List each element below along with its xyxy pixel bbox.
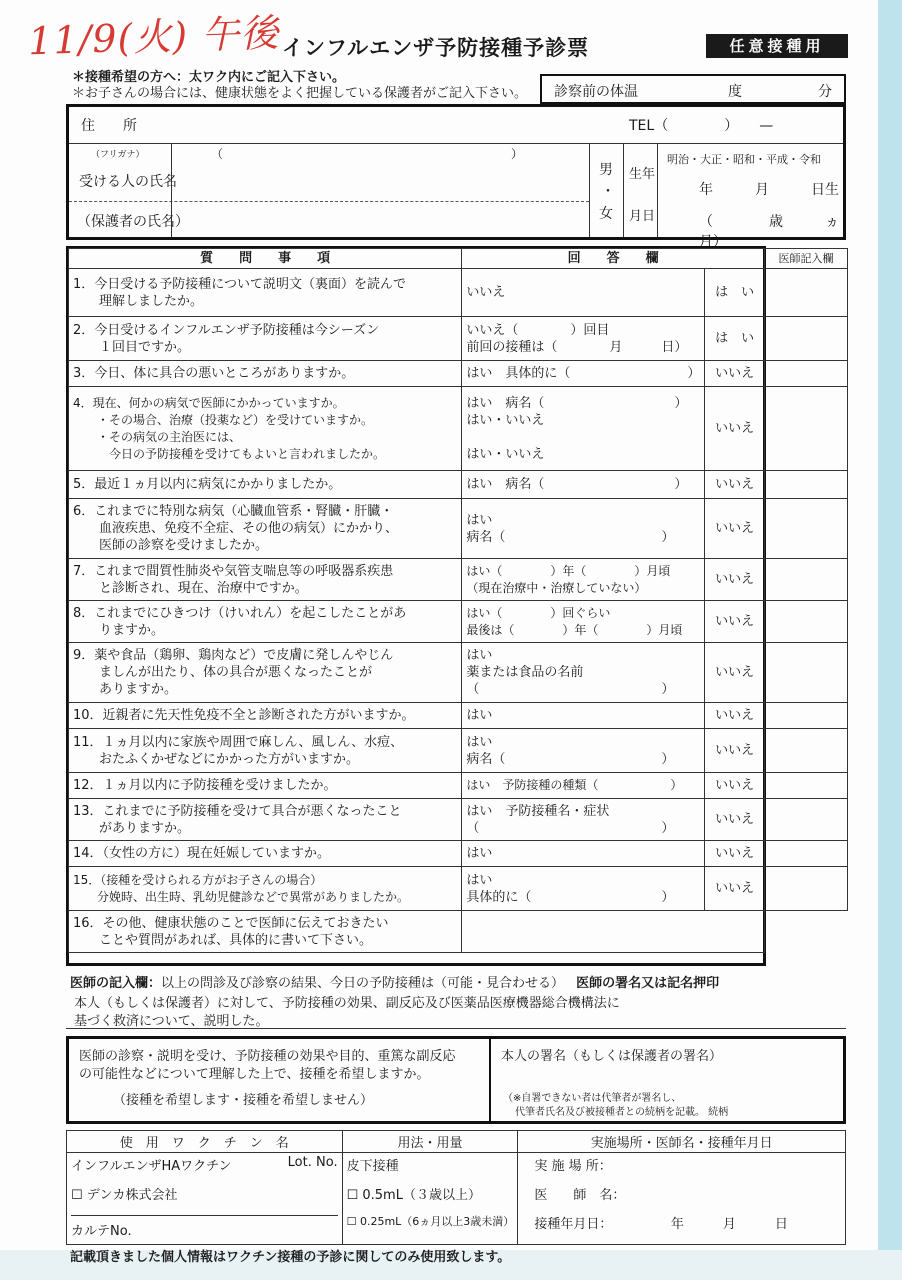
- answer-option[interactable]: はい 予防接種名・症状 （ ）: [462, 799, 705, 841]
- answer-option[interactable]: いいえ（ ）回目 前回の接種は（ 月 日）: [462, 317, 705, 361]
- question-row: [69, 911, 848, 953]
- header-question: 質 問 事 項: [69, 249, 462, 269]
- date-field[interactable]: 接種年月日： 年 月 日: [534, 1217, 788, 1232]
- answer-option[interactable]: いいえ: [462, 269, 705, 317]
- answer-option[interactable]: はい: [462, 703, 705, 729]
- answer-option[interactable]: いいえ: [705, 361, 765, 387]
- doctor-cell: [764, 317, 847, 361]
- question-row: [69, 643, 848, 703]
- note-2: ＊お子さんの場合には、健康状態をよく把握している保護者がご記入下さい。: [72, 86, 528, 101]
- question-text: 13．これまでに予防接種を受けて具合が悪くなったこと がありますか。: [69, 799, 462, 841]
- question-text: 10．近親者に先天性免疫不全と診断された方がいますか。: [69, 703, 462, 729]
- question-text: 2．今日受けるインフルエンザ予防接種は今シーズン １回目ですか。: [69, 317, 462, 361]
- answer-option[interactable]: はい 病名（ ）: [462, 729, 705, 773]
- form-title: インフルエンザ予防接種予診票: [282, 36, 590, 60]
- doctor-cell: [764, 841, 847, 867]
- doctor-signature-label: 医師の署名又は記名押印: [576, 976, 720, 991]
- question-text: 1．今日受ける予防接種について説明文（裏面）を読んで 理解しましたか。: [69, 269, 462, 317]
- answer-freetext[interactable]: [462, 911, 765, 953]
- answer-option[interactable]: は い: [705, 317, 765, 361]
- answer-option[interactable]: はい 予防接種の種類（ ）: [462, 773, 705, 799]
- answer-option[interactable]: はい 具体的に（ ）: [462, 867, 705, 911]
- question-row: [69, 471, 848, 499]
- question-text: 14．（女性の方に）現在妊娠していますか。: [69, 841, 462, 867]
- consent-text-1: 医師の診察・説明を受け、予防接種の効果や目的、重篤な副反応: [79, 1049, 456, 1064]
- question-text: 11．１ヵ月以内に家族や周囲で麻しん、風しん、水痘、 おたふくかぜなどにかかった方がいますか。: [69, 729, 462, 773]
- doctor-cell: [764, 559, 847, 601]
- doctor-cell: [764, 911, 847, 953]
- doctor-decision[interactable]: 以上の問診及び診察の結果、今日の予防接種は（可能・見合わせる）: [161, 976, 565, 991]
- answer-option[interactable]: いいえ: [705, 387, 765, 471]
- question-row: [69, 841, 848, 867]
- signature-note-2: 代筆者氏名及び被接種者との続柄を記載。 続柄: [515, 1107, 729, 1118]
- address-label: 住 所: [81, 118, 137, 134]
- question-row: [69, 729, 848, 773]
- consent-text-2: の可能性などについて理解した上で、接種を希望しますか。: [79, 1067, 430, 1082]
- doctor-cell: [764, 499, 847, 559]
- doctor-line-2: 本人（もしくは保護者）に対して、予防接種の効果、副反応及び医薬品医療機器総合機構法に: [74, 996, 620, 1011]
- consent-box: [66, 1036, 846, 1124]
- answer-option[interactable]: いいえ: [705, 499, 765, 559]
- question-row: [69, 559, 848, 601]
- question-text: 12．１ヵ月以内に予防接種を受けましたか。: [69, 773, 462, 799]
- sex-female[interactable]: 女: [599, 206, 613, 222]
- answer-option[interactable]: いいえ: [705, 601, 765, 643]
- route-label: 皮下接種: [346, 1159, 399, 1174]
- question-row: [69, 317, 848, 361]
- doctor-cell: [764, 601, 847, 643]
- question-text: 15．（接種を受けられる方がお子さんの場合） 分娩時、出生時、乳幼児健診などで異常がありましたか。: [69, 867, 462, 911]
- doctor-label: 医師の記入欄：: [70, 976, 162, 991]
- question-text: 3．今日、体に具合の悪いところがありますか。: [69, 361, 462, 387]
- doctor-cell: [764, 867, 847, 911]
- question-text: 16．その他、健康状態のことで医師に伝えておきたい ことや質問があれば、具体的に書いて下さい。: [69, 911, 462, 953]
- birth-label-1: 生年: [629, 167, 656, 182]
- question-row: [69, 499, 848, 559]
- degree-label: 度: [728, 84, 742, 100]
- answer-option[interactable]: は い: [705, 269, 765, 317]
- voluntary-badge: 任意接種用: [706, 34, 848, 58]
- handwritten-date: 11/9(火) 午後: [27, 10, 280, 64]
- privacy-note: 記載頂きました個人情報はワクチン接種の予診に関してのみ使用致します。: [70, 1250, 511, 1265]
- questionnaire-table: [68, 248, 848, 953]
- dose-checkbox-child[interactable]: ☐ 0.25mL（6ヵ月以上3歳未満）: [346, 1215, 515, 1228]
- signature-note-1: （※自署できない者は代筆者が署名し、: [503, 1093, 682, 1104]
- vaccine-header: 使 用 ワ ク チ ン 名: [67, 1131, 343, 1153]
- answer-option[interactable]: はい 病名（ ） はい・いいえ はい・いいえ: [462, 387, 705, 471]
- answer-option[interactable]: いいえ: [705, 867, 765, 911]
- question-text: 6．これまでに特別な病気（心臓血管系・腎臓・肝臓・ 血液疾患、免疫不全症、その他の病気）にかかり、 医師の診察を受けましたか。: [69, 499, 462, 559]
- answer-option[interactable]: はい（ ）回ぐらい 最後は（ ）年（ ）月頃: [462, 601, 705, 643]
- vaccine-name: インフルエンザHAワクチン: [71, 1159, 232, 1174]
- signature-label: 本人の署名（もしくは保護者の署名）: [501, 1049, 723, 1064]
- vaccine-table: [66, 1130, 846, 1245]
- site-header: 実施場所・医師名・接種年月日: [518, 1131, 846, 1153]
- temperature-label: 診察前の体温: [554, 84, 638, 100]
- maker-checkbox[interactable]: ☐ デンカ株式会社: [71, 1188, 178, 1203]
- lot-number[interactable]: Lot. No.: [287, 1155, 338, 1170]
- question-row: [69, 361, 848, 387]
- answer-option[interactable]: はい: [462, 841, 705, 867]
- doctor-cell: [764, 471, 847, 499]
- doctor-cell: [764, 643, 847, 703]
- decimal-label: 分: [818, 84, 832, 100]
- question-row: [69, 387, 848, 471]
- age-field[interactable]: （ 歳 ヵ月）: [699, 214, 839, 250]
- question-text: 8．これまでにひきつけ（けいれん）を起こしたことがあ りますか。: [69, 601, 462, 643]
- header-answer: 回 答 欄: [462, 249, 765, 269]
- question-row: [69, 703, 848, 729]
- answer-option[interactable]: はい 具体的に（ ）: [462, 361, 705, 387]
- personal-info-box: [66, 104, 846, 250]
- question-row: [69, 867, 848, 911]
- doctor-cell: [764, 799, 847, 841]
- question-row: [69, 601, 848, 643]
- dose-checkbox-adult[interactable]: ☐ 0.5mL（３歳以上）: [346, 1188, 481, 1203]
- answer-option[interactable]: いいえ: [705, 773, 765, 799]
- doctor-cell: [764, 773, 847, 799]
- furigana-label: （フリガナ）: [91, 150, 145, 160]
- birthdate-field[interactable]: 年 月 日生: [699, 182, 839, 198]
- site-field[interactable]: 実 施 場 所：: [534, 1159, 612, 1174]
- header-doctor: 医師記入欄: [764, 249, 847, 269]
- question-text: 4．現在、何かの病気で医師にかかっていますか。 ・その場合、治療（投薬など）を受けていますか。 ・その病気の主治医には、 今日の予防接種を受けてもよいと言われましたか。: [69, 387, 462, 471]
- answer-option[interactable]: いいえ: [705, 841, 765, 867]
- note-1: ＊接種希望の方へ：太ワク内にご記入下さい。: [72, 70, 346, 85]
- doctor-line-1: [70, 972, 719, 991]
- answer-option[interactable]: はい 薬または食品の名前 （ ）: [462, 643, 705, 703]
- temperature-field[interactable]: [540, 74, 846, 104]
- answer-option[interactable]: はい（ ）年（ ）月頃 （現在治療中・治療していない）: [462, 559, 705, 601]
- era-options[interactable]: 明治・大正・昭和・平成・令和: [667, 153, 821, 166]
- answer-option[interactable]: いいえ: [705, 559, 765, 601]
- question-row: [69, 773, 848, 799]
- answer-option[interactable]: はい 病名（ ）: [462, 499, 705, 559]
- answer-option[interactable]: いいえ: [705, 703, 765, 729]
- furigana-field[interactable]: （ ）: [211, 147, 524, 161]
- doctor-cell: [764, 361, 847, 387]
- question-row: [69, 799, 848, 841]
- answer-option[interactable]: いいえ: [705, 471, 765, 499]
- name-label: 受ける人の氏名: [79, 174, 177, 190]
- doctor-cell: [764, 729, 847, 773]
- sex-male[interactable]: 男: [599, 162, 613, 178]
- question-text: 9．薬や食品（鶏卵、鶏肉など）で皮膚に発しんやじん ましんが出たり、体の具合が悪くなったことが ありますか。: [69, 643, 462, 703]
- answer-option[interactable]: いいえ: [705, 729, 765, 773]
- guardian-label: （保護者の氏名）: [77, 214, 189, 230]
- question-row: [69, 269, 848, 317]
- karte-number[interactable]: カルテNo.: [71, 1215, 338, 1239]
- birth-label-2: 月日: [629, 209, 656, 224]
- question-text: 7．これまで間質性肺炎や気管支喘息等の呼吸器系疾患 と診断され、現在、治療中ですか。: [69, 559, 462, 601]
- dosage-header: 用法・用量: [342, 1131, 518, 1153]
- consent-choice[interactable]: （接種を希望します・接種を希望しません）: [113, 1093, 374, 1108]
- answer-option[interactable]: いいえ: [705, 799, 765, 841]
- doctor-cell: [764, 703, 847, 729]
- answer-option[interactable]: はい 病名（ ）: [462, 471, 705, 499]
- doctor-cell: [764, 269, 847, 317]
- scan-edge: [878, 0, 902, 1280]
- sex-dot: ・: [601, 184, 615, 200]
- doctor-name-field[interactable]: 医 師 名：: [534, 1188, 626, 1203]
- answer-option[interactable]: いいえ: [705, 643, 765, 703]
- question-text: 5．最近１ヵ月以内に病気にかかりましたか。: [69, 471, 462, 499]
- doctor-line-3: 基づく救済について、説明した。: [74, 1014, 269, 1029]
- tel-field[interactable]: TEL（ ） —: [629, 118, 774, 134]
- doctor-cell: [764, 387, 847, 471]
